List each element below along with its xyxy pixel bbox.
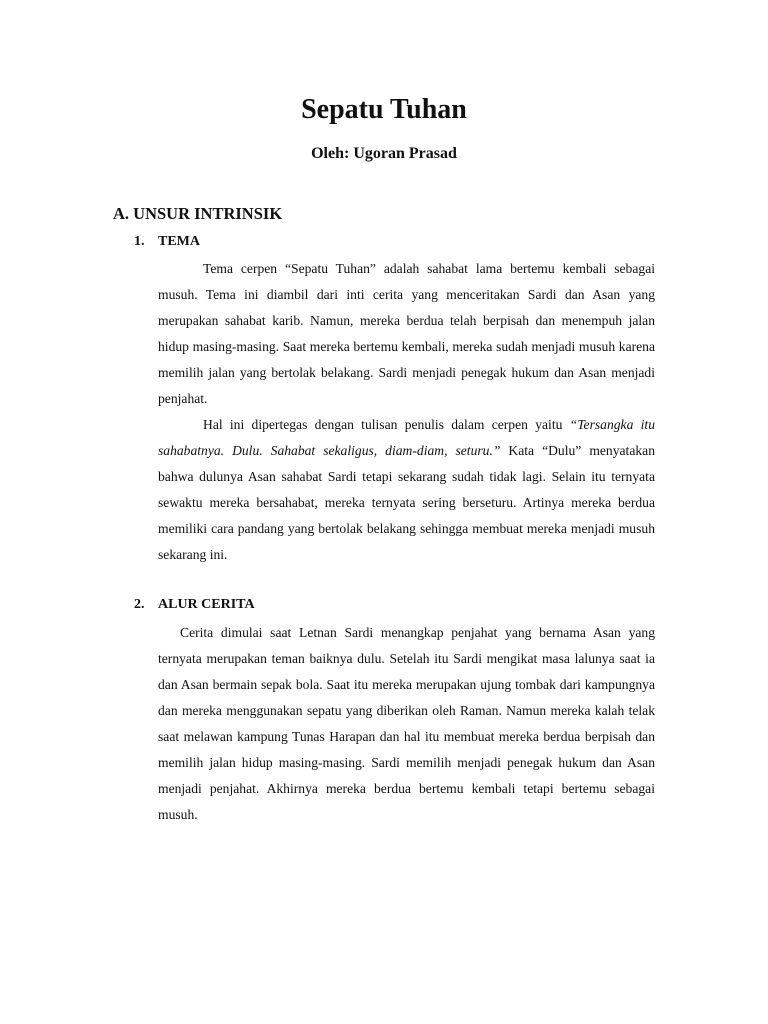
alur-paragraph-1: Cerita dimulai saat Letnan Sardi menangkap penjahat yang bernama Asan yang ternyata merupakan teman baiknya dulu. Setelah itu Sardi mengikat masa lalunya saat ia dan Asan bermain sepak bola. Saat itu mereka merupakan ujung tombak dari kampungnya dan mereka menggunakan sepatu yang diberikan oleh Raman. Namun mereka kalah telak saat melawan kampung Tunas Harapan dan hal itu membuat mereka berdua berpisah dan memilih jalan hidup masing-masing. Sardi memilih menjadi penegak hukum dan Asan menjadi penjahat. Akhirnya mereka berdua bertemu kembali tetapi bertemu sebagai musuh. [158,625,655,822]
tema-paragraph-1: Tema cerpen “Sepatu Tuhan” adalah sahabat lama bertemu kembali sebagai musuh. Tema ini diambil dari inti cerita yang menceritakan Sardi dan Asan yang merupakan sahabat karib. Namun, mereka berdua telah berpisah dan menempuh jalan hidup masing-masing. Saat mereka bertemu kembali, mereka sudah menjadi musuh karena memilih jalan yang bertolak belakang. Sardi menjadi penegak hukum dan Asan menjadi penjahat. [158,261,655,406]
tema-paragraph-2-rest: Kata “Dulu” menyatakan bahwa dulunya Asan sahabat Sardi tetapi sekarang sudah tidak lagi. Selain itu ternyata sewaktu mereka bersahabat, mereka ternyata sering berseturu. Artinya mereka berdua memiliki cara pandang yang bertolak belakang sehingga membuat mereka menjadi musuh sekarang ini. [158,443,655,562]
tema-paragraphs [158,256,655,568]
subsection-number: 1. [134,234,145,249]
subsection-title: ALUR CERITA [158,597,255,612]
subsection-heading-alur-cerita [134,595,255,615]
subsection-title: TEMA [158,234,200,249]
document-author: Oleh: Ugoran Prasad [311,145,457,162]
author-quote: “Tersangka itu sahabatnya. Dulu. Sahabat sekaligus, diam-diam, seturu.” [158,417,655,458]
tema-paragraph-2-lead: Hal ini dipertegas dengan tulisan penulis dalam cerpen yaitu [203,417,570,432]
document-title: Sepatu Tuhan [301,94,467,125]
section-heading-unsur-intrinsik: A. UNSUR INTRINSIK [113,204,283,223]
subsection-number: 2. [134,597,145,612]
tema-paragraph-2 [158,412,655,568]
alur-paragraphs [158,620,655,828]
subsection-heading-tema [134,232,200,252]
